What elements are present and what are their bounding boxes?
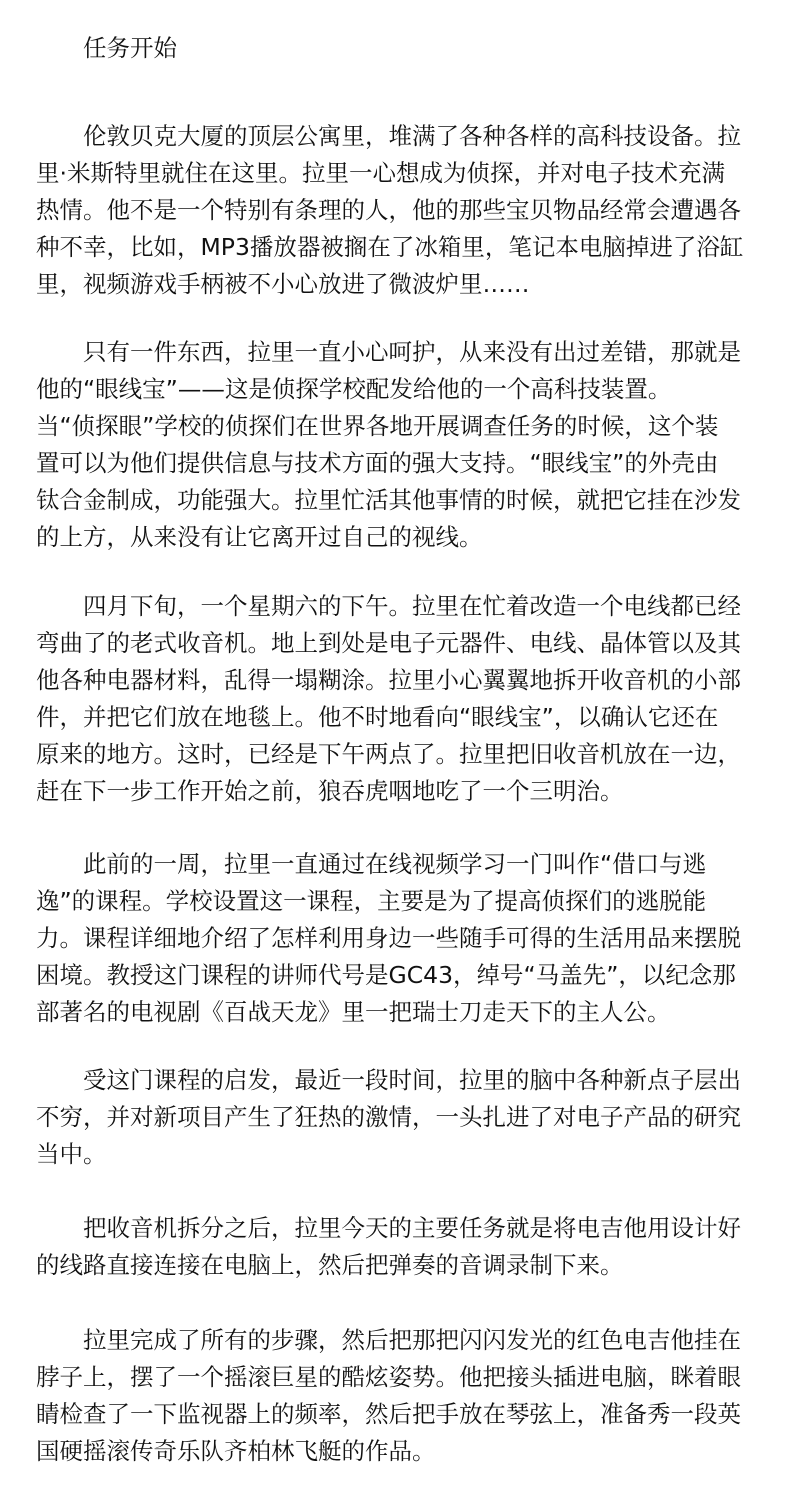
paragraph-line: 弯曲了的老式收音机。地上到处是电子元器件、电线、晶体管以及其 <box>36 629 741 657</box>
paragraph-line: 里，视频游戏手柄被不小心放进了微波炉里…… <box>36 270 530 298</box>
paragraph-line: 他的“眼线宝”——这是侦探学校配发给他的一个高科技装置。 <box>36 375 672 403</box>
section-heading <box>36 30 766 67</box>
paragraph-3 <box>36 588 766 810</box>
paragraph-line: 的线路直接连接在电脑上，然后把弹奏的音调录制下来。 <box>36 1251 624 1279</box>
paragraph-line: 此前的一周，拉里一直通过在线视频学习一门叫作“借口与逃 <box>83 850 707 878</box>
paragraph-1 <box>36 118 766 303</box>
paragraph-line: 他各种电器材料，乱得一塌糊涂。拉里小心翼翼地拆开收音机的小部 <box>36 666 741 694</box>
paragraph-line: 种不幸，比如，MP3播放器被搁在了冰箱里，笔记本电脑掉进了浴缸 <box>36 233 744 261</box>
paragraph-line: 伦敦贝克大厦的顶层公寓里，堆满了各种各样的高科技设备。拉 <box>83 122 741 150</box>
paragraph-4 <box>36 846 766 1031</box>
paragraph-line: 国硬摇滚传奇乐队齐柏林飞艇的作品。 <box>36 1437 436 1465</box>
heading-text: 任务开始 <box>83 34 177 62</box>
paragraph-line: 拉里完成了所有的步骤，然后把那把闪闪发光的红色电吉他挂在 <box>83 1326 741 1354</box>
paragraph-line: 脖子上，摆了一个摇滚巨星的酷炫姿势。他把接头插进电脑，眯着眼 <box>36 1363 741 1391</box>
paragraph-line: 困境。教授这门课程的讲师代号是GC43，绰号“马盖先”，以纪念那 <box>36 961 736 989</box>
paragraph-line: 里·米斯特里就住在这里。拉里一心想成为侦探，并对电子技术充满 <box>36 159 725 187</box>
paragraph-2 <box>36 334 766 556</box>
paragraph-line: 四月下旬，一个星期六的下午。拉里在忙着改造一个电线都已经 <box>83 592 741 620</box>
paragraph-line: 钛合金制成，功能强大。拉里忙活其他事情的时候，就把它挂在沙发 <box>36 486 741 514</box>
paragraph-line: 原来的地方。这时，已经是下午两点了。拉里把旧收音机放在一边， <box>36 740 741 768</box>
paragraph-line: 不穷，并对新项目产生了狂热的激情，一头扎进了对电子产品的研究 <box>36 1103 741 1131</box>
paragraph-line: 热情。他不是一个特别有条理的人，他的那些宝贝物品经常会遭遇各 <box>36 196 741 224</box>
paragraph-6 <box>36 1210 766 1284</box>
paragraph-line: 的上方，从来没有让它离开过自己的视线。 <box>36 523 483 551</box>
paragraph-line: 赶在下一步工作开始之前，狼吞虎咽地吃了一个三明治。 <box>36 777 624 805</box>
paragraph-line: 把收音机拆分之后，拉里今天的主要任务就是将电吉他用设计好 <box>83 1214 741 1242</box>
paragraph-line: 置可以为他们提供信息与技术方面的强大支持。“眼线宝”的外壳由 <box>36 449 719 477</box>
paragraph-line: 受这门课程的启发，最近一段时间，拉里的脑中各种新点子层出 <box>83 1066 741 1094</box>
paragraph-line: 当中。 <box>36 1140 107 1168</box>
paragraph-line: 只有一件东西，拉里一直小心呵护，从来没有出过差错，那就是 <box>83 338 741 366</box>
paragraph-line: 件，并把它们放在地毯上。他不时地看向“眼线宝”，以确认它还在 <box>36 703 719 731</box>
paragraph-line: 睛检查了一下监视器上的频率，然后把手放在琴弦上，准备秀一段英 <box>36 1400 741 1428</box>
paragraph-5 <box>36 1062 766 1173</box>
paragraph-7 <box>36 1322 766 1470</box>
paragraph-line: 部著名的电视剧《百战天龙》里一把瑞士刀走天下的主人公。 <box>36 998 671 1026</box>
paragraph-line: 当“侦探眼”学校的侦探们在世界各地开展调查任务的时候，这个装 <box>36 412 719 440</box>
paragraph-line: 逸”的课程。学校设置这一课程，主要是为了提高侦探们的逃脱能 <box>36 887 707 915</box>
paragraph-line: 力。课程详细地介绍了怎样利用身边一些随手可得的生活用品来摆脱 <box>36 924 741 952</box>
